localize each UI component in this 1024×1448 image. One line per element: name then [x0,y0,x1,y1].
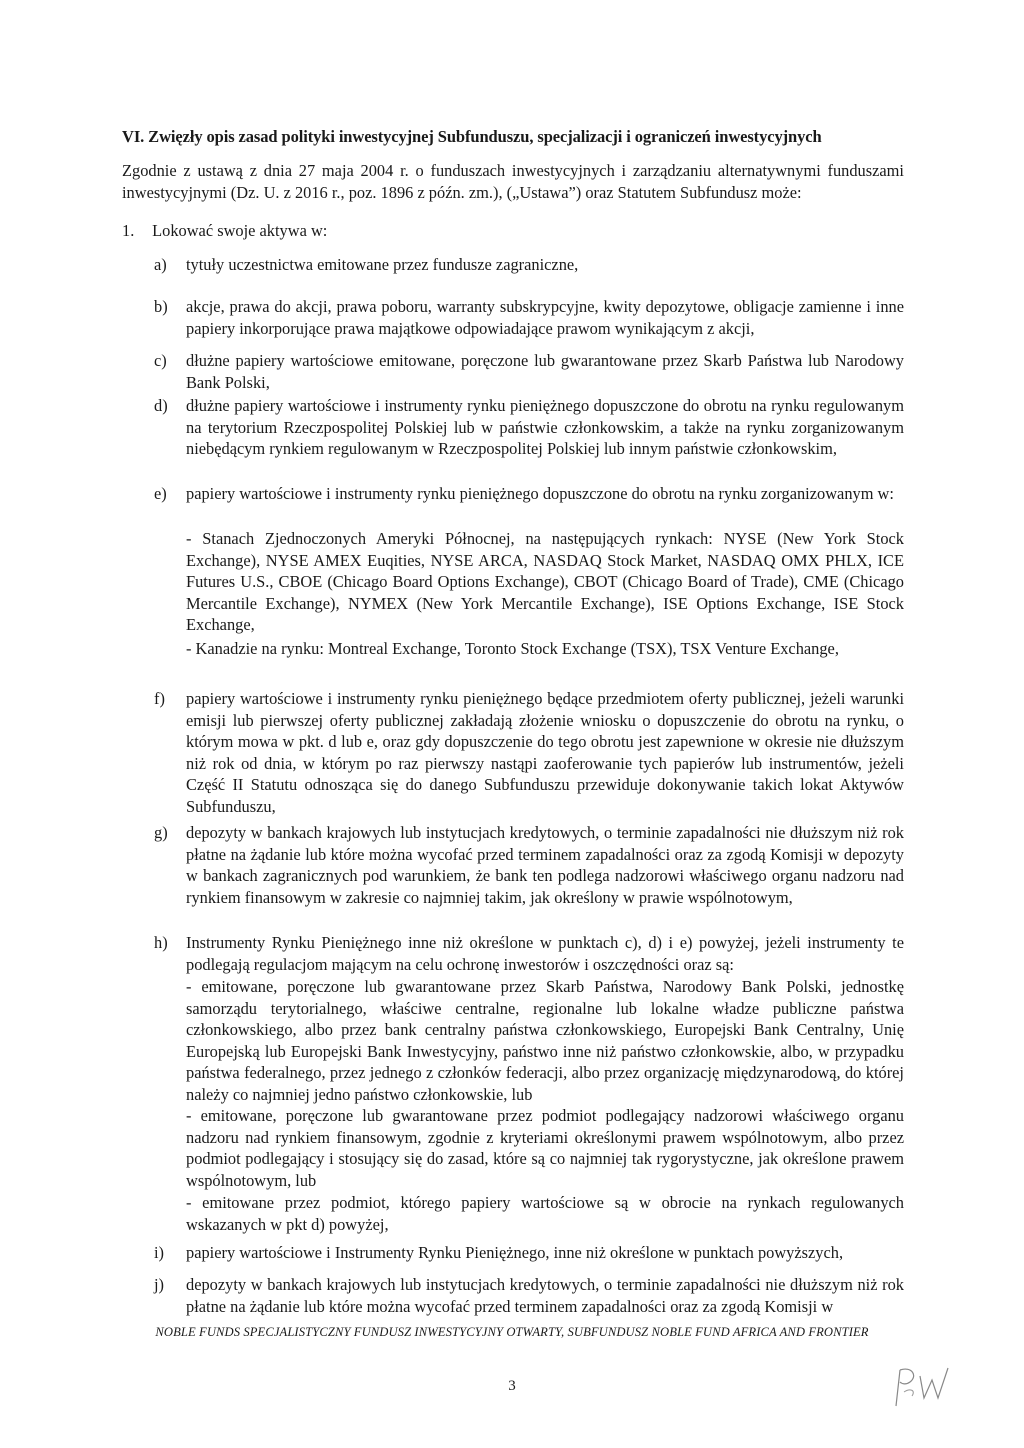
issuer-condition-1: - emitowane, poręczone lub gwarantowane przez Skarb Państwa, Narodowy Bank Polski, jednostkę samorządu terytorialnego, właściwe centralne, regionalne lub lokalne władze publiczne państwa członkowskiego, albo przez bank centralny państwa członkowskiego, Europejski Bank Centralny, Unię Europejską lub Europejski Bank Inwestycyjny, państwo inne niż państwo członkowskie, albo, w przypadku państwa federalnego, przez jednego z członków federacji, albo przez organizację międzynarodową, do której należy co najmniej jedno państwo członkowskie, lub [186,977,904,1104]
point-number: 1. [122,221,135,240]
item-label: j) [154,1275,165,1294]
document-footer: NOBLE FUNDS SPECJALISTYCZNY FUNDUSZ INWESTYCYJNY OTWARTY, SUBFUNDUSZ NOBLE FUND AFRICA AND FRONTIER [155,1325,869,1339]
item-text: Instrumenty Rynku Pieniężnego inne niż określone w punktach c), d) i e) powyżej, jeżeli instrumenty te podlegają regulacjom mającym na celu ochronę inwestorów i oszczędności oraz są: [186,933,904,974]
point-text: Lokować swoje aktywa w: [152,221,328,240]
issuer-condition-3: - emitowane przez podmiot, którego papiery wartościowe są w obrocie na rynkach regulowanych wskazanych w pkt d) powyżej, [186,1193,904,1234]
market-list-usa: - Stanach Zjednoczonych Ameryki Północnej, na następujących rynkach: NYSE (New York Stock Exchange), NYSE AMEX Euqities, NYSE ARCA, NASDAQ Stock Market, NASDAQ OMX PHLX, ICE Futures U.S., CBOE (Chicago Board Options Exchange), CBOT (Chicago Board of Trade), CME (Chicago Mercantile Exchange), NYMEX (New York Mercantile Exchange), ISE Options Exchange, ISE Stock Exchange, [186,529,904,634]
item-text: papiery wartościowe i Instrumenty Rynku Pieniężnego, inne niż określone w punktach powyższych, [186,1243,844,1262]
item-label: d) [154,396,168,415]
item-label: f) [154,689,165,708]
market-list-canada: - Kanadzie na rynku: Montreal Exchange, Toronto Stock Exchange (TSX), TSX Venture Exchange, [186,639,839,658]
item-label: h) [154,933,168,952]
item-text: dłużne papiery wartościowe emitowane, poręczone lub gwarantowane przez Skarb Państwa lub Narodowy Bank Polski, [186,351,904,392]
item-text: dłużne papiery wartościowe i instrumenty rynku pieniężnego dopuszczone do obrotu na rynku regulowanym na terytorium Rzeczpospolitej Polskiej lub w państwie członkowskim, a także na rynku zorganizowanym niebędącym rynkiem regulowanym w Rzeczpospolitej Polskiej lub innym państwie członkowskim, [186,396,904,458]
item-label: g) [154,823,168,842]
item-label: b) [154,297,168,316]
item-text: papiery wartościowe i instrumenty rynku pieniężnego dopuszczone do obrotu na rynku zorganizowanym w: [186,484,894,503]
item-label: i) [154,1243,165,1262]
handwritten-initials-signature [890,1362,960,1412]
item-label: c) [154,351,167,370]
item-label: e) [154,484,167,503]
intro-paragraph: Zgodnie z ustawą z dnia 27 maja 2004 r. o funduszach inwestycyjnych i zarządzaniu alternatywnymi funduszami inwestycyjnymi (Dz. U. z 2016 r., poz. 1896 z późn. zm.), („Ustawa”) oraz Statutem Subfundusz może: [122,161,904,202]
page-number: 3 [508,1378,516,1394]
numbered-point-1 [122,221,327,241]
item-text: papiery wartościowe i instrumenty rynku pieniężnego będące przedmiotem oferty publicznej, jeżeli warunki emisji lub pierwszej oferty publicznej zakładają złożenie wniosku o dopuszczenie do obrotu na rynku, o którym mowa w pkt. d lub e, oraz gdy dopuszczenie do tego obrotu jest zapewnione w okresie nie dłuższym niż rok od dnia, w którym po raz pierwszy nastąpi zaoferowanie tych papierów lub instrumentów, jeżeli Część II Statutu odnosząca się do danego Subfunduszu przewiduje dokonywanie takich lokat Aktywów Subfunduszu, [186,689,904,816]
section-heading: VI. Zwięzły opis zasad polityki inwestycyjnej Subfunduszu, specjalizacji i ograniczeń inwestycyjnych [122,127,822,146]
issuer-condition-2: - emitowane, poręczone lub gwarantowane przez podmiot podlegający nadzorowi właściwego organu nadzoru nad rynkiem finansowym, zgodnie z kryteriami określonymi prawem wspólnotowym, albo przez podmiot podlegający i stosujący się do zasad, które są co najmniej tak rygorystyczne, jak określone prawem wspólnotowym, lub [186,1106,904,1190]
item-text: tytuły uczestnictwa emitowane przez fundusze zagraniczne, [186,255,579,274]
item-text: depozyty w bankach krajowych lub instytucjach kredytowych, o terminie zapadalności nie dłuższym niż rok płatne na żądanie lub które można wycofać przed terminem zapadalności oraz za zgodą Komisji w depozyty w bankach zagranicznych pod warunkiem, że bank ten podlega nadzorowi właściwego organu nadzoru nad rynkiem finansowym w zakresie co najmniej takim, jak określony w prawie wspólnotowym, [186,823,904,907]
item-text: depozyty w bankach krajowych lub instytucjach kredytowych, o terminie zapadalności nie dłuższym niż rok płatne na żądanie lub które można wycofać przed terminem zapadalności oraz za zgodą Komisji w [186,1275,904,1316]
item-text: akcje, prawa do akcji, prawa poboru, warranty subskrypcyjne, kwity depozytowe, obligacje zamienne i inne papiery inkorporujące prawa majątkowe odpowiadające prawom wynikającym z akcji, [186,297,904,338]
item-label: a) [154,255,167,274]
